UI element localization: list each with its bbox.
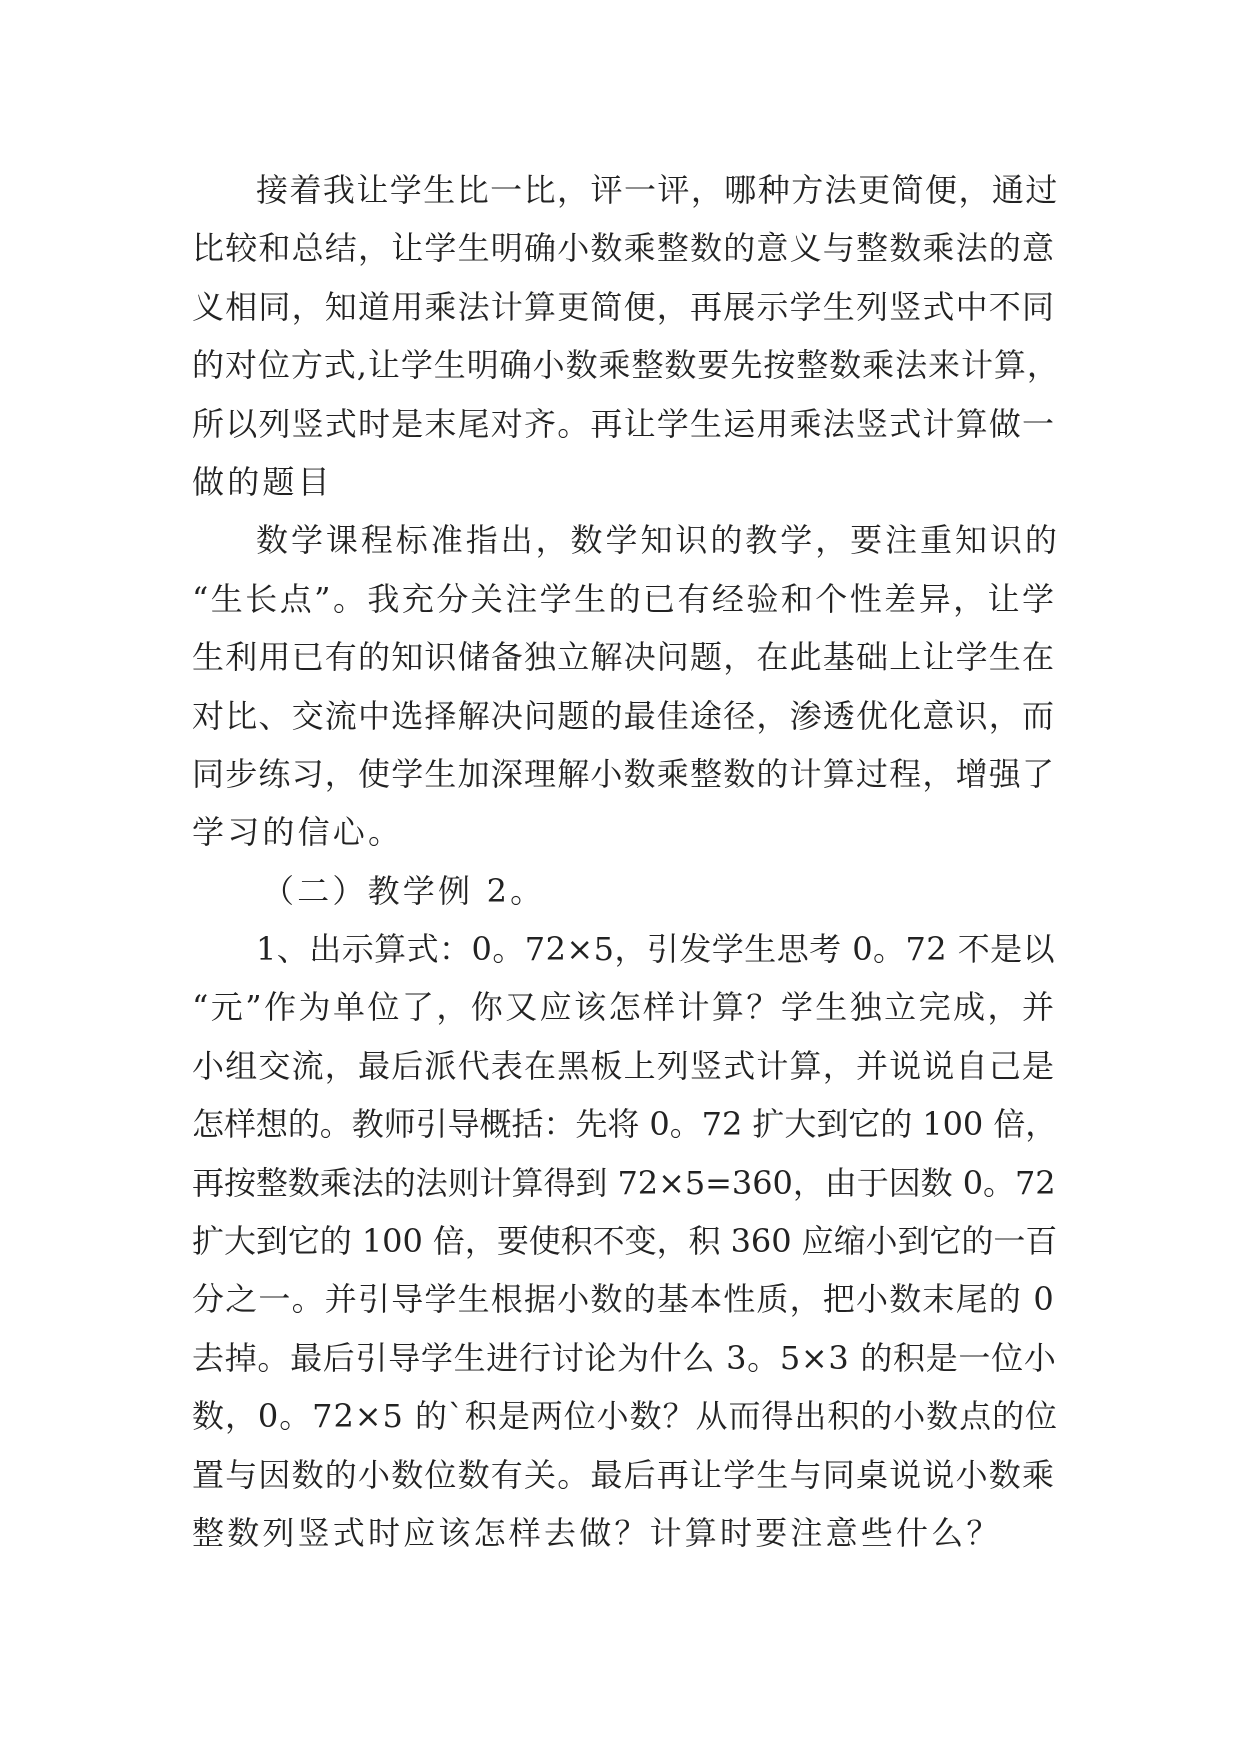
text-line: 再按整数乘法的法则计算得到 72×5=360，由于因数 0。72 bbox=[192, 1163, 1056, 1202]
text-line: 1、出示算式：0。72×5，引发学生思考 0。72 不是以 bbox=[256, 930, 1056, 969]
text-line: 数学课程标准指出，数学知识的教学，要注重知识的 bbox=[256, 521, 1060, 560]
text-line: 扩大到它的 100 倍，要使积不变，积 360 应缩小到它的一百 bbox=[192, 1222, 1058, 1261]
text-line: 做的题目 bbox=[192, 462, 333, 501]
text-line: 义相同，知道用乘法计算更简便，再展示学生列竖式中不同 bbox=[192, 287, 1056, 326]
text-line: 小组交流，最后派代表在黑板上列竖式计算，并说说自己是 bbox=[192, 1046, 1056, 1085]
document-body bbox=[192, 161, 1060, 1621]
text-line: 对比、交流中选择解决问题的最佳途径，渗透优化意识，而 bbox=[192, 696, 1056, 735]
paragraph-curriculum-standard bbox=[192, 511, 1060, 861]
text-line: 生利用已有的知识储备独立解决问题，在此基础上让学生在 bbox=[192, 638, 1056, 677]
text-line: 去掉。最后引导学生进行讨论为什么 3。5×3 的积是一位小 bbox=[192, 1338, 1057, 1377]
paragraph-comparison bbox=[192, 161, 1060, 511]
section-heading-text: （二）教学例 2。 bbox=[262, 871, 546, 910]
text-line: 比较和总结，让学生明确小数乘整数的意义与整数乘法的意 bbox=[192, 229, 1056, 268]
text-line: “生长点”。我充分关注学生的已有经验和个性差异，让学 bbox=[192, 579, 1057, 618]
text-line: 同步练习，使学生加深理解小数乘整数的计算过程，增强了 bbox=[192, 754, 1056, 793]
paragraph-example-2 bbox=[192, 920, 1058, 1621]
text-line: “元”作为单位了，你又应该怎样计算？学生独立完成，并 bbox=[192, 988, 1057, 1027]
text-line: 置与因数的小数位数有关。最后再让学生与同桌说说小数乘 bbox=[192, 1455, 1056, 1494]
text-line: 学习的信心。 bbox=[192, 813, 404, 852]
text-line: 所以列竖式时是末尾对齐。再让学生运用乘法竖式计算做一 bbox=[192, 404, 1056, 443]
section-heading bbox=[192, 862, 1052, 920]
text-line: 数，0。72×5 的`积是两位小数？从而得出积的小数点的位 bbox=[192, 1397, 1058, 1436]
text-line: 的对位方式,让学生明确小数乘整数要先按整数乘法来计算， bbox=[192, 346, 1060, 385]
text-line: 分之一。并引导学生根据小数的基本性质，把小数末尾的 0 bbox=[192, 1280, 1055, 1319]
text-line: 接着我让学生比一比，评一评，哪种方法更简便，通过 bbox=[256, 171, 1059, 209]
text-line: 怎样想的。教师引导概括：先将 0。72 扩大到它的 100 倍， bbox=[192, 1105, 1058, 1144]
text-line: 整数列竖式时应该怎样去做？计算时要注意些什么？ bbox=[192, 1513, 1002, 1552]
text-line bbox=[192, 1562, 1052, 1620]
